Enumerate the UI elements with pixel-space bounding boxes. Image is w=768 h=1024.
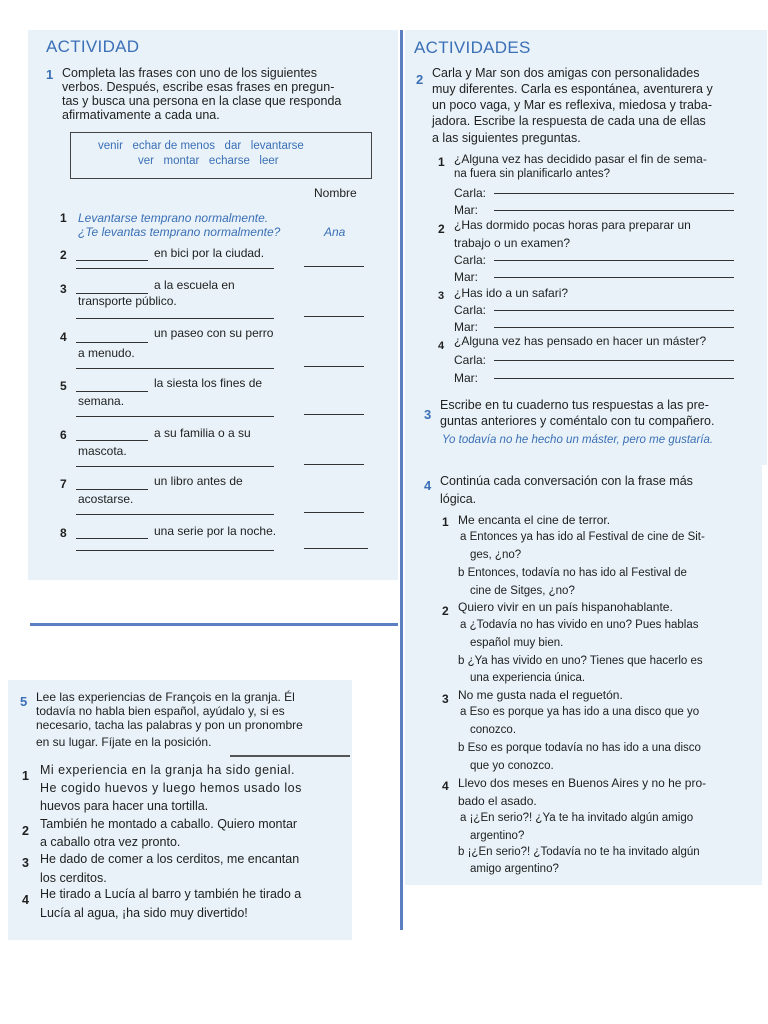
ex1-item5-name-line bbox=[304, 414, 364, 415]
horizontal-divider bbox=[30, 623, 398, 626]
ex2-q1-mar: Mar: bbox=[454, 203, 478, 217]
ex2-q1-carla: Carla: bbox=[454, 186, 487, 200]
ex1-item7-line bbox=[76, 514, 274, 515]
ex4-item2-b2: una experiencia única. bbox=[470, 672, 586, 684]
ex2-q3-carla: Carla: bbox=[454, 303, 487, 317]
ex5-rule bbox=[230, 755, 350, 757]
ex2-q4-line1: ¿Alguna vez has pensado en hacer un máster? bbox=[454, 334, 707, 348]
ex2-instruction-2: muy diferentes. Carla es espontánea, aventurera y bbox=[432, 82, 713, 96]
ex1-item8-num: 8 bbox=[60, 526, 67, 540]
ex4-item3-a1: a Eso es porque ya has ido a una disco que yo bbox=[460, 706, 700, 718]
ex4-item1-num: 1 bbox=[442, 515, 449, 529]
ex4-item3-b1: b Eso es porque todavía no has ido a una disco bbox=[458, 742, 701, 754]
ex4-item3-num: 3 bbox=[442, 692, 449, 706]
ex2-instruction-5: a las siguientes preguntas. bbox=[432, 131, 581, 145]
ex5-item1-line1: Mi experiencia en la granja ha sido genial. bbox=[40, 763, 295, 777]
ex5-item1-line3: huevos para hacer una tortilla. bbox=[40, 799, 209, 813]
ex1-instruction-2: verbos. Después, escribe esas frases en pregun- bbox=[62, 80, 335, 94]
ex1-item8-blank bbox=[76, 538, 148, 539]
ex5-instruction-2: todavía no habla bien español, ayúdalo y, si es bbox=[36, 704, 285, 718]
ex1-item7-name-line bbox=[304, 512, 364, 513]
ex3-instruction-1: Escribe en tu cuaderno tus respuestas a las pre- bbox=[440, 398, 709, 412]
ex5-item4-line2: Lucía al agua, ¡ha sido muy divertido! bbox=[40, 906, 248, 920]
ex1-item6-blank bbox=[76, 440, 148, 441]
ex3-example: Yo todavía no he hecho un máster, pero me gustaría. bbox=[442, 434, 714, 446]
ex2-q2-mar-line bbox=[494, 277, 734, 278]
ex4-item4-num: 4 bbox=[442, 779, 449, 793]
ex2-q1-carla-line bbox=[494, 193, 734, 194]
ex4-instruction-2: lógica. bbox=[440, 492, 477, 506]
ex1-item4-num: 4 bbox=[60, 330, 67, 344]
ex1-item7-cont: acostarse. bbox=[78, 492, 134, 506]
ex4-item4-a1: a ¡¿En serio?! ¿Ya te ha invitado algún amigo bbox=[460, 812, 694, 824]
ex4-item4-b2: amigo argentino? bbox=[470, 863, 559, 875]
ex2-q1-num: 1 bbox=[438, 155, 445, 169]
ex1-item5-text: la siesta los fines de bbox=[154, 376, 263, 390]
ex1-item3-text: a la escuela en bbox=[154, 278, 235, 292]
ex2-q2-num: 2 bbox=[438, 222, 445, 236]
ex2-number: 2 bbox=[416, 72, 424, 87]
ex2-q2-line1: ¿Has dormido pocas horas para preparar un bbox=[454, 218, 691, 232]
ex1-item1-example: ¿Te levantas temprano normalmente? bbox=[78, 225, 281, 239]
ex2-q1-line1: ¿Alguna vez has decidido pasar el fin de sema- bbox=[454, 152, 707, 166]
ex1-instruction-3: tas y busca una persona en la clase que responda bbox=[62, 94, 342, 108]
ex4-item3-prompt: No me gusta nada el reguetón. bbox=[458, 688, 623, 702]
ex4-item4-b1: b ¡¿En serio?! ¿Todavía no te ha invitado algún bbox=[458, 846, 700, 858]
ex4-item2-prompt: Quiero vivir en un país hispanohablante. bbox=[458, 600, 673, 614]
ex2-q4-carla: Carla: bbox=[454, 353, 487, 367]
ex4-item1-prompt: Me encanta el cine de terror. bbox=[458, 513, 611, 527]
ex4-item4-prompt: Llevo dos meses en Buenos Aires y no he pro- bbox=[458, 776, 707, 790]
ex5-item2-line1: También he montado a caballo. Quiero montar bbox=[40, 817, 298, 831]
ex1-item8-text: una serie por la noche. bbox=[154, 524, 277, 538]
left-heading: ACTIVIDAD bbox=[46, 37, 140, 56]
ex3-instruction-2: guntas anteriores y coméntalo con tu compañero. bbox=[440, 414, 715, 428]
ex4-item2-num: 2 bbox=[442, 604, 449, 618]
ex1-item4-line bbox=[76, 368, 274, 369]
ex4-item2-b1: b ¿Ya has vivido en uno? Tienes que hacerlo es bbox=[458, 655, 703, 667]
ex1-item1-answer: Ana bbox=[324, 225, 346, 239]
ex5-item2-num: 2 bbox=[22, 824, 29, 838]
ex1-item4-blank bbox=[76, 342, 148, 343]
ex4-item2-a2: español muy bien. bbox=[470, 637, 564, 649]
ex5-instruction-4: en su lugar. Fíjate en la posición. bbox=[36, 735, 212, 749]
ex1-item7-text: un libro antes de bbox=[154, 474, 243, 488]
ex1-item5-num: 5 bbox=[60, 379, 67, 393]
vertical-divider bbox=[400, 30, 403, 930]
ex2-q2-carla: Carla: bbox=[454, 253, 487, 267]
ex5-item4-line1: He tirado a Lucía al barro y también he tirado a bbox=[40, 887, 302, 901]
ex1-item5-cont: semana. bbox=[78, 394, 125, 408]
ex1-instruction-4: afirmativamente a cada una. bbox=[62, 108, 220, 122]
ex1-item2-blank bbox=[76, 260, 148, 261]
ex5-item3-num: 3 bbox=[22, 856, 29, 870]
ex1-item3-num: 3 bbox=[60, 282, 67, 296]
ex5-item3-line2: los cerditos. bbox=[40, 871, 107, 885]
ex2-q4-carla-line bbox=[494, 360, 734, 361]
ex2-q2-line2: trabajo o un examen? bbox=[454, 236, 571, 250]
ex1-item4-cont: a menudo. bbox=[78, 346, 135, 360]
ex2-q3-mar-line bbox=[494, 327, 734, 328]
ex1-item2-line bbox=[76, 268, 274, 269]
ex2-instruction-3: un poco vaga, y Mar es reflexiva, miedosa y traba- bbox=[432, 98, 712, 112]
ex4-item1-b1: b Entonces, todavía no has ido al Festival de bbox=[458, 567, 687, 579]
ex1-item7-num: 7 bbox=[60, 477, 67, 491]
ex1-instruction-1: Completa las frases con uno de los siguientes bbox=[62, 66, 318, 80]
ex1-item3-line bbox=[76, 318, 274, 319]
ex4-number: 4 bbox=[424, 478, 432, 493]
ex4-item1-b2: cine de Sitges, ¿no? bbox=[470, 585, 575, 597]
ex2-q3-carla-line bbox=[494, 310, 734, 311]
ex4-item3-a2: conozco. bbox=[470, 724, 517, 736]
ex1-item5-blank bbox=[76, 391, 148, 392]
ex1-item2-num: 2 bbox=[60, 248, 67, 262]
ex1-item4-text: un paseo con su perro bbox=[154, 326, 274, 340]
word-bank-row-1: venir echar de menos dar levantarse bbox=[98, 140, 304, 152]
ex1-item6-num: 6 bbox=[60, 428, 67, 442]
ex1-item6-text: a su familia o a su bbox=[154, 426, 251, 440]
ex1-item3-cont: transporte público. bbox=[78, 294, 177, 308]
ex5-item4-num: 4 bbox=[22, 893, 29, 907]
ex2-q1-line2: na fuera sin planificarlo antes? bbox=[454, 168, 610, 180]
nombre-header: Nombre bbox=[314, 186, 357, 200]
ex4-item2-a1: a ¿Todavía no has vivido en uno? Pues hablas bbox=[460, 619, 699, 631]
ex2-instruction-4: jadora. Escribe la respuesta de cada una de ellas bbox=[432, 114, 706, 128]
ex5-instruction-3: necesario, tacha las palabras y pon un pronombre bbox=[36, 718, 303, 732]
word-bank-row-2: ver montar echarse leer bbox=[138, 155, 279, 167]
ex2-q3-line1: ¿Has ido a un safari? bbox=[454, 286, 569, 300]
ex5-instruction-1: Lee las experiencias de François en la granja. Él bbox=[36, 690, 295, 704]
ex1-number: 1 bbox=[46, 67, 54, 82]
ex1-item5-line bbox=[76, 416, 274, 417]
ex1-item8-line bbox=[76, 550, 274, 551]
ex1-item8-name-line bbox=[304, 548, 368, 549]
ex5-item3-line1: He dado de comer a los cerditos, me encantan bbox=[40, 852, 300, 866]
ex5-number: 5 bbox=[20, 694, 28, 709]
ex2-instruction-1: Carla y Mar son dos amigas con personalidades bbox=[432, 66, 700, 80]
ex1-item6-cont: mascota. bbox=[78, 444, 127, 458]
ex1-item3-name-line bbox=[304, 316, 364, 317]
ex1-item2-text: en bici por la ciudad. bbox=[154, 246, 265, 260]
ex1-item4-name-line bbox=[304, 366, 364, 367]
ex4-instruction-1: Continúa cada conversación con la frase más bbox=[440, 474, 693, 488]
ex2-q1-mar-line bbox=[494, 210, 734, 211]
ex2-q2-mar: Mar: bbox=[454, 270, 478, 284]
ex4-item1-a1: a Entonces ya has ido al Festival de cine de Sit- bbox=[460, 531, 705, 543]
ex4-item1-a2: ges, ¿no? bbox=[470, 549, 522, 561]
ex1-item7-blank bbox=[76, 489, 148, 490]
ex3-number: 3 bbox=[424, 407, 432, 422]
ex4-item4-prompt2: bado el asado. bbox=[458, 794, 537, 808]
ex2-q2-carla-line bbox=[494, 260, 734, 261]
ex2-q4-num: 4 bbox=[438, 340, 445, 352]
ex1-item1-text: Levantarse temprano normalmente. bbox=[78, 211, 269, 225]
ex1-item1-num: 1 bbox=[60, 211, 67, 225]
ex2-q3-num: 3 bbox=[438, 290, 445, 302]
ex4-item3-b2: que yo conozco. bbox=[470, 760, 554, 772]
ex4-item4-a2: argentino? bbox=[470, 830, 525, 842]
ex2-q3-mar: Mar: bbox=[454, 320, 478, 334]
ex2-q4-mar-line bbox=[494, 378, 734, 379]
ex5-item1-line2: He cogido huevos y luego hemos usado los bbox=[40, 781, 302, 795]
right-heading: ACTIVIDADES bbox=[414, 38, 531, 57]
ex1-item2-name-line bbox=[304, 266, 364, 267]
ex5-item1-num: 1 bbox=[22, 769, 29, 783]
ex1-item6-name-line bbox=[304, 464, 364, 465]
ex2-q4-mar: Mar: bbox=[454, 371, 478, 385]
ex5-item2-line2: a caballo otra vez pronto. bbox=[40, 835, 181, 849]
ex1-item6-line bbox=[76, 466, 274, 467]
